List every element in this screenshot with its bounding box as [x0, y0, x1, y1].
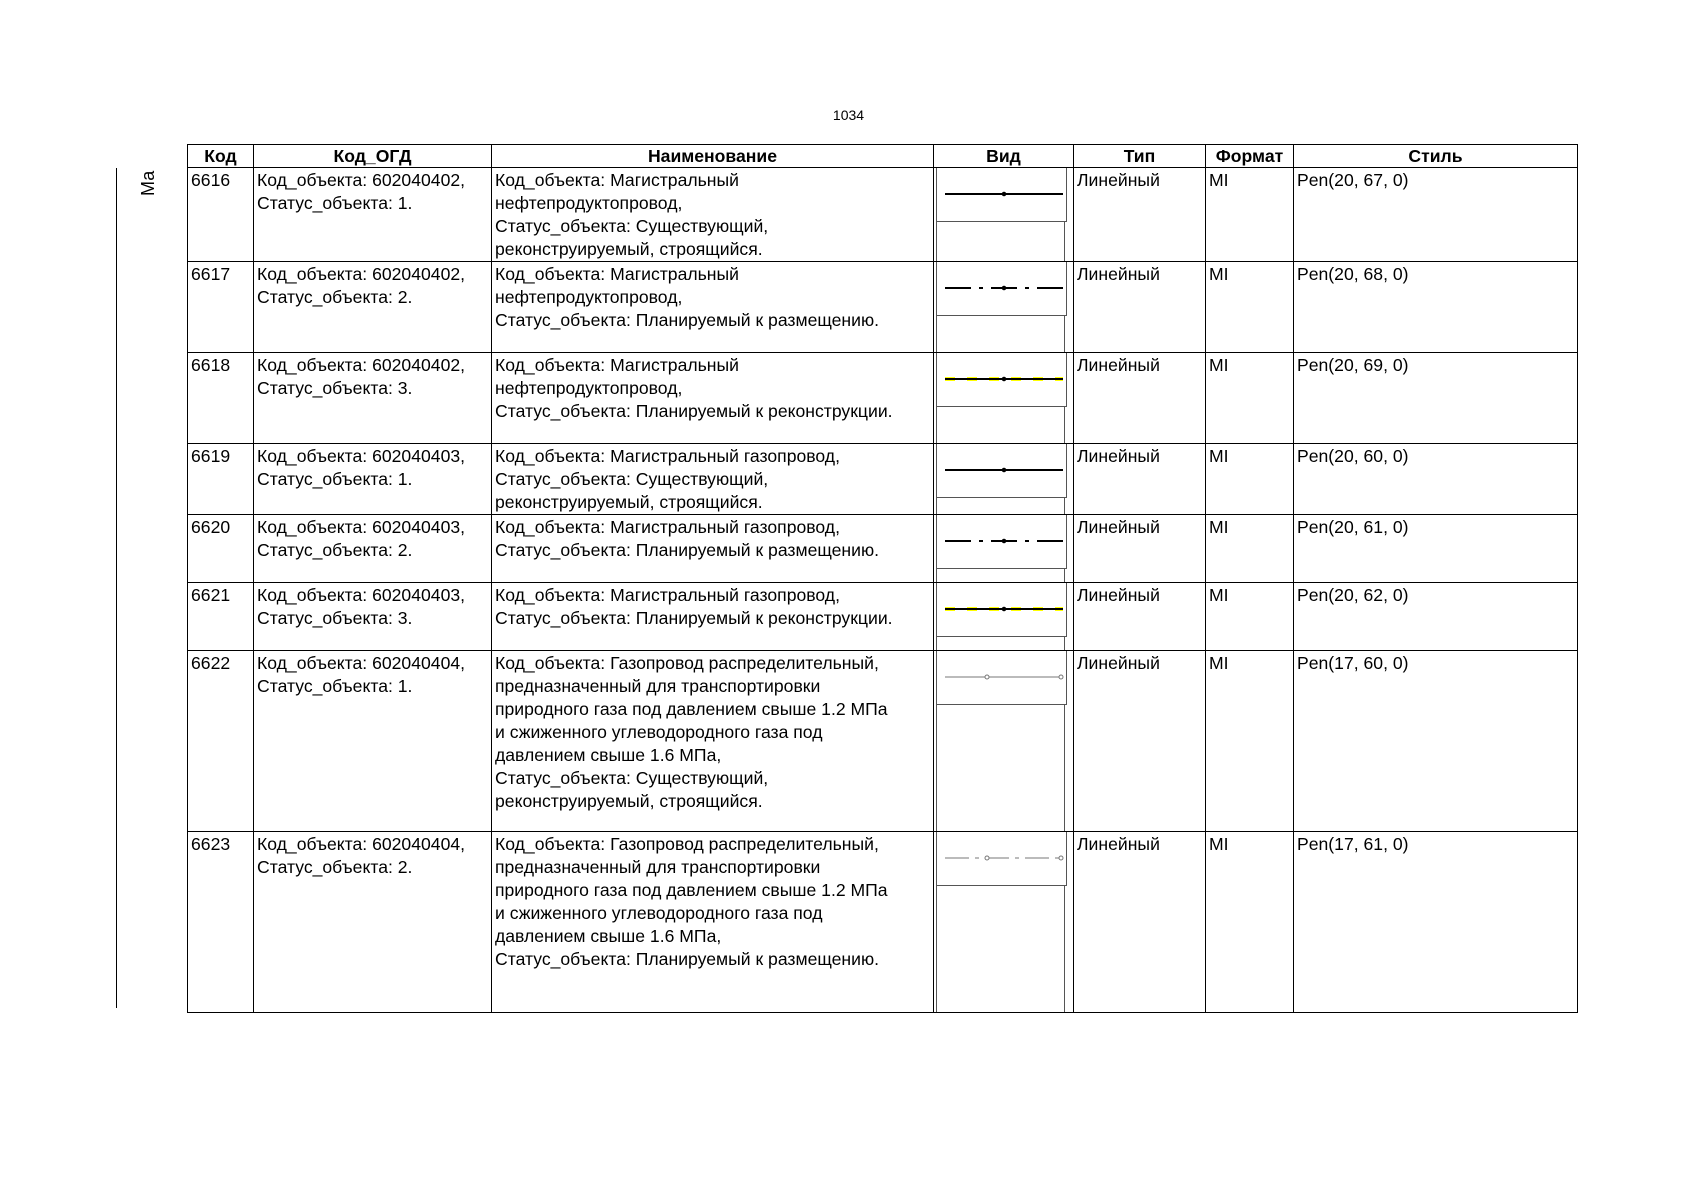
cell-format: MI	[1206, 651, 1294, 832]
cell-ogd-line: Статус_объекта: 1.	[257, 469, 413, 489]
cell-name-line: давлением свыше 1.6 МПа,	[495, 926, 722, 946]
cell-name-line: предназначенный для транспортировки	[495, 857, 821, 877]
cell-name	[492, 353, 934, 444]
cell-ogd-line: Код_объекта: 602040404,	[257, 834, 466, 854]
symbol-registry-table	[187, 144, 1578, 1013]
header-row	[188, 145, 1578, 168]
symbol-marker	[1002, 539, 1006, 543]
symbol-marker	[985, 675, 989, 679]
cell-name-line: и сжиженного углеводородного газа под	[495, 722, 823, 742]
cell-ogd	[254, 444, 492, 515]
cell-ogd-line: Статус_объекта: 3.	[257, 608, 413, 628]
line-symbol-swatch	[936, 353, 1067, 407]
cell-view	[934, 583, 1074, 651]
cell-name-line: Статус_объекта: Планируемый к реконструкции.	[495, 608, 893, 628]
table-body	[188, 168, 1578, 1013]
symbol-swatch-frame	[936, 222, 1065, 261]
page-number: 1034	[832, 107, 865, 123]
cell-name-line: Код_объекта: Магистральный	[495, 264, 740, 284]
header-ogd: Код_ОГД	[254, 145, 492, 168]
cell-format: MI	[1206, 515, 1294, 583]
cell-ogd-line: Статус_объекта: 2.	[257, 540, 413, 560]
cell-view	[934, 515, 1074, 583]
cell-name-line: нефтепродуктопровод,	[495, 287, 683, 307]
cell-ogd-line: Код_объекта: 602040402,	[257, 170, 466, 190]
cell-name	[492, 583, 934, 651]
cell-ogd	[254, 832, 492, 1013]
cell-name-line: реконструируемый, строящийся.	[495, 492, 763, 512]
cell-view	[934, 651, 1074, 832]
cell-name-line: Код_объекта: Магистральный	[495, 170, 740, 190]
cell-format: MI	[1206, 832, 1294, 1013]
cell-type: Линейный	[1074, 515, 1206, 583]
cell-style: Pen(20, 61, 0)	[1294, 515, 1578, 583]
header-format: Формат	[1206, 145, 1294, 168]
header-code: Код	[188, 145, 254, 168]
line-symbol-graphic	[937, 353, 1067, 407]
cell-name	[492, 515, 934, 583]
symbol-marker	[1002, 607, 1006, 611]
side-label-text: Ма	[138, 170, 158, 196]
cell-name-line: Код_объекта: Магистральный газопровод,	[495, 517, 840, 537]
symbol-swatch-frame	[936, 637, 1065, 650]
cell-type: Линейный	[1074, 832, 1206, 1013]
table-row	[188, 168, 1578, 262]
cell-ogd-line: Статус_объекта: 1.	[257, 676, 413, 696]
cell-ogd-line: Статус_объекта: 3.	[257, 378, 413, 398]
cell-type: Линейный	[1074, 651, 1206, 832]
symbol-end-marker	[1059, 675, 1063, 679]
line-symbol-graphic	[937, 444, 1067, 498]
cell-ogd-line: Статус_объекта: 1.	[257, 193, 413, 213]
cell-view	[934, 262, 1074, 353]
cell-style: Pen(20, 60, 0)	[1294, 444, 1578, 515]
line-symbol-graphic	[937, 515, 1067, 569]
cell-ogd	[254, 168, 492, 262]
cell-name-line: Код_объекта: Магистральный газопровод,	[495, 585, 840, 605]
header-style: Стиль	[1294, 145, 1578, 168]
cell-style: Pen(17, 60, 0)	[1294, 651, 1578, 832]
line-symbol-swatch	[936, 168, 1067, 222]
cell-code: 6623	[188, 832, 254, 1013]
line-symbol-swatch	[936, 583, 1067, 637]
line-symbol-swatch	[936, 515, 1067, 569]
cell-ogd-line: Код_объекта: 602040402,	[257, 264, 466, 284]
cell-style: Pen(20, 67, 0)	[1294, 168, 1578, 262]
cell-format: MI	[1206, 583, 1294, 651]
cell-name-line: реконструируемый, строящийся.	[495, 239, 763, 259]
cell-name	[492, 168, 934, 262]
cell-ogd	[254, 353, 492, 444]
line-symbol-graphic	[937, 651, 1067, 705]
cell-format: MI	[1206, 353, 1294, 444]
cell-name-line: природного газа под давлением свыше 1.2 МПа	[495, 880, 888, 900]
cell-ogd-line: Код_объекта: 602040402,	[257, 355, 466, 375]
cell-name-line: Статус_объекта: Существующий,	[495, 469, 769, 489]
line-symbol-swatch	[936, 651, 1067, 705]
cell-format: MI	[1206, 168, 1294, 262]
cell-style: Pen(20, 68, 0)	[1294, 262, 1578, 353]
header-type: Тип	[1074, 145, 1206, 168]
cell-name-line: Статус_объекта: Планируемый к размещению.	[495, 540, 880, 560]
cell-code: 6619	[188, 444, 254, 515]
cell-code: 6616	[188, 168, 254, 262]
symbol-end-marker	[1059, 856, 1063, 860]
line-symbol-graphic	[937, 832, 1067, 886]
cell-ogd	[254, 583, 492, 651]
symbol-marker	[1002, 377, 1006, 381]
cell-name-line: предназначенный для транспортировки	[495, 676, 821, 696]
cell-name	[492, 444, 934, 515]
symbol-swatch-frame	[936, 886, 1065, 1012]
cell-ogd-line: Статус_объекта: 2.	[257, 857, 413, 877]
cell-ogd-line: Код_объекта: 602040403,	[257, 585, 466, 605]
side-margin-rule	[116, 168, 117, 1008]
table-row	[188, 444, 1578, 515]
cell-type: Линейный	[1074, 353, 1206, 444]
symbol-swatch-frame	[936, 569, 1065, 582]
symbol-marker	[1002, 468, 1006, 472]
cell-type: Линейный	[1074, 583, 1206, 651]
table-row	[188, 583, 1578, 651]
cell-name-line: природного газа под давлением свыше 1.2 МПа	[495, 699, 888, 719]
cell-ogd-line: Код_объекта: 602040403,	[257, 446, 466, 466]
cell-name-line: Статус_объекта: Существующий,	[495, 216, 769, 236]
line-symbol-swatch	[936, 832, 1067, 886]
symbol-marker	[1002, 286, 1006, 290]
cell-ogd-line: Статус_объекта: 2.	[257, 287, 413, 307]
cell-ogd-line: Код_объекта: 602040403,	[257, 517, 466, 537]
symbol-swatch-frame	[936, 705, 1065, 831]
cell-name-line: Статус_объекта: Планируемый к размещению.	[495, 949, 880, 969]
cell-ogd	[254, 515, 492, 583]
cell-type: Линейный	[1074, 262, 1206, 353]
line-symbol-swatch	[936, 444, 1067, 498]
cell-ogd-line: Код_объекта: 602040404,	[257, 653, 466, 673]
cell-style: Pen(20, 62, 0)	[1294, 583, 1578, 651]
cell-name-line: давлением свыше 1.6 МПа,	[495, 745, 722, 765]
side-label	[138, 126, 162, 196]
cell-code: 6622	[188, 651, 254, 832]
symbol-marker	[1002, 192, 1006, 196]
cell-name-line: Статус_объекта: Существующий,	[495, 768, 769, 788]
cell-type: Линейный	[1074, 168, 1206, 262]
table-row	[188, 262, 1578, 353]
cell-name-line: нефтепродуктопровод,	[495, 193, 683, 213]
cell-name	[492, 832, 934, 1013]
cell-format: MI	[1206, 444, 1294, 515]
cell-name-line: Код_объекта: Газопровод распределительный,	[495, 653, 879, 673]
cell-view	[934, 168, 1074, 262]
cell-ogd	[254, 651, 492, 832]
cell-view	[934, 444, 1074, 515]
line-symbol-graphic	[937, 262, 1067, 316]
table-row	[188, 651, 1578, 832]
header-view: Вид	[934, 145, 1074, 168]
cell-view	[934, 832, 1074, 1013]
cell-name-line: реконструируемый, строящийся.	[495, 791, 763, 811]
cell-name-line: Код_объекта: Газопровод распределительный,	[495, 834, 879, 854]
cell-ogd	[254, 262, 492, 353]
line-symbol-graphic	[937, 583, 1067, 637]
cell-code: 6618	[188, 353, 254, 444]
cell-name-line: Код_объекта: Магистральный газопровод,	[495, 446, 840, 466]
cell-code: 6621	[188, 583, 254, 651]
cell-style: Pen(20, 69, 0)	[1294, 353, 1578, 444]
symbol-swatch-frame	[936, 316, 1065, 352]
symbol-swatch-frame	[936, 498, 1065, 514]
cell-name-line: Статус_объекта: Планируемый к размещению.	[495, 310, 880, 330]
cell-view	[934, 353, 1074, 444]
table-row	[188, 832, 1578, 1013]
cell-format: MI	[1206, 262, 1294, 353]
symbol-swatch-frame	[936, 407, 1065, 443]
cell-name-line: Статус_объекта: Планируемый к реконструкции.	[495, 401, 893, 421]
cell-type: Линейный	[1074, 444, 1206, 515]
table-row	[188, 515, 1578, 583]
line-symbol-swatch	[936, 262, 1067, 316]
cell-name-line: и сжиженного углеводородного газа под	[495, 903, 823, 923]
symbol-marker	[985, 856, 989, 860]
header-name: Наименование	[492, 145, 934, 168]
cell-code: 6617	[188, 262, 254, 353]
line-symbol-graphic	[937, 168, 1067, 222]
cell-style: Pen(17, 61, 0)	[1294, 832, 1578, 1013]
cell-name	[492, 262, 934, 353]
cell-name-line: Код_объекта: Магистральный	[495, 355, 740, 375]
cell-name-line: нефтепродуктопровод,	[495, 378, 683, 398]
table-row	[188, 353, 1578, 444]
cell-code: 6620	[188, 515, 254, 583]
cell-name	[492, 651, 934, 832]
